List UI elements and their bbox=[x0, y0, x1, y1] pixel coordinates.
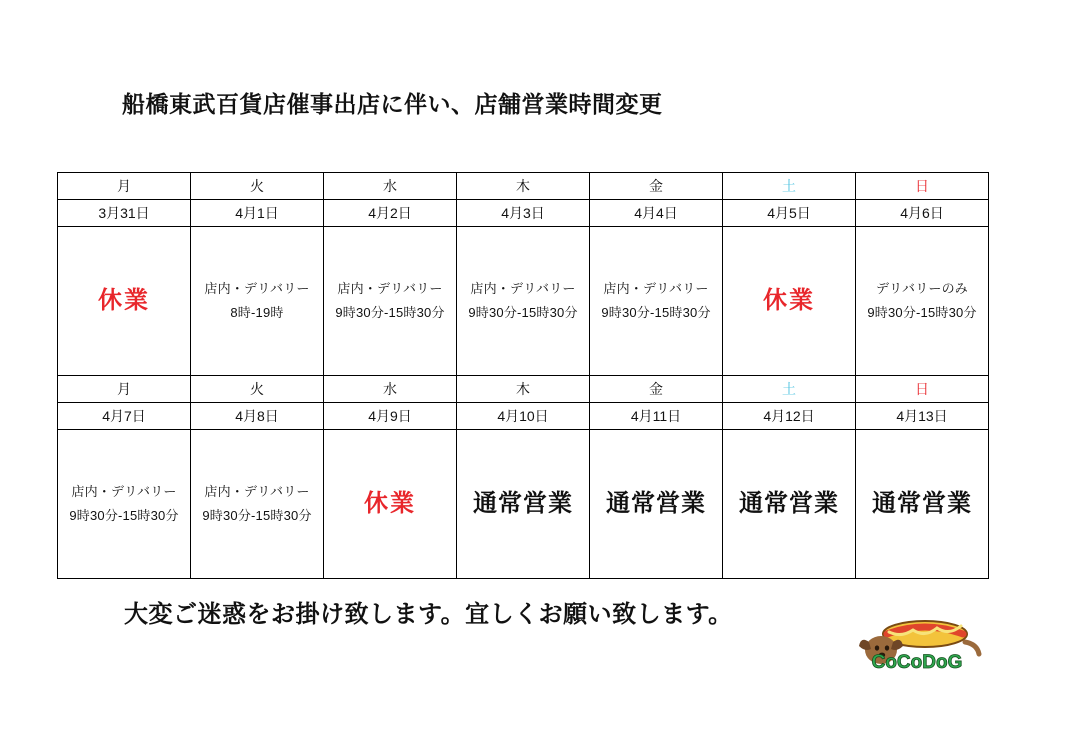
week2-day-mon: 月 bbox=[58, 376, 191, 403]
week2-cell-5-status: 通常営業 bbox=[606, 489, 706, 517]
week2-cell-6 bbox=[723, 430, 856, 579]
week2-day-thu: 木 bbox=[457, 376, 590, 403]
week1-day-wed: 水 bbox=[324, 173, 457, 200]
week2-cell-1 bbox=[58, 430, 191, 579]
week2-cell-7 bbox=[856, 430, 989, 579]
week1-day-fri: 金 bbox=[590, 173, 723, 200]
week2-cell-3-status: 休業 bbox=[364, 489, 416, 517]
week1-cell-7-line2: 9時30分-15時30分 bbox=[867, 304, 977, 320]
week2-date-row bbox=[58, 403, 989, 430]
schedule-table bbox=[57, 172, 989, 579]
week2-day-fri: 金 bbox=[590, 376, 723, 403]
week1-cell-4 bbox=[457, 227, 590, 376]
week1-day-row bbox=[58, 173, 989, 200]
week1-date-row bbox=[58, 200, 989, 227]
week1-day-tue: 火 bbox=[191, 173, 324, 200]
week1-cell-2-line2: 8時-19時 bbox=[230, 304, 284, 320]
week2-date-2: 4月8日 bbox=[191, 403, 324, 430]
week1-cell-4-line2: 9時30分-15時30分 bbox=[468, 304, 578, 320]
svg-text:CoCoDoG: CoCoDoG bbox=[871, 652, 963, 673]
week1-day-mon: 月 bbox=[58, 173, 191, 200]
week2-date-5: 4月11日 bbox=[590, 403, 723, 430]
week2-cell-3 bbox=[324, 430, 457, 579]
week1-cell-3-line2: 9時30分-15時30分 bbox=[335, 304, 445, 320]
week1-cell-2-line1: 店内・デリバリー bbox=[204, 281, 310, 297]
week1-day-sat: 土 bbox=[723, 173, 856, 200]
week2-day-sat: 土 bbox=[723, 376, 856, 403]
week1-cell-7 bbox=[856, 227, 989, 376]
footer-note: 大変ご迷惑をお掛け致します。宜しくお願い致します。 bbox=[124, 601, 733, 628]
week2-date-4: 4月10日 bbox=[457, 403, 590, 430]
week1-date-2: 4月1日 bbox=[191, 200, 324, 227]
cocodog-logo-icon bbox=[847, 612, 987, 682]
week2-cell-2 bbox=[191, 430, 324, 579]
week2-day-sun: 日 bbox=[856, 376, 989, 403]
week1-body-row bbox=[58, 227, 989, 376]
week1-cell-1-status: 休業 bbox=[98, 286, 150, 314]
week1-cell-6-status: 休業 bbox=[763, 286, 815, 314]
week2-date-3: 4月9日 bbox=[324, 403, 457, 430]
week1-cell-5-line1: 店内・デリバリー bbox=[603, 281, 709, 297]
week2-cell-1-line2: 9時30分-15時30分 bbox=[69, 507, 179, 523]
week1-cell-7-line1: デリバリーのみ bbox=[875, 281, 968, 297]
week2-cell-5 bbox=[590, 430, 723, 579]
week1-cell-1 bbox=[58, 227, 191, 376]
week2-day-wed: 水 bbox=[324, 376, 457, 403]
week2-cell-2-line1: 店内・デリバリー bbox=[204, 484, 310, 500]
week2-cell-6-status: 通常営業 bbox=[739, 489, 839, 517]
week1-day-sun: 日 bbox=[856, 173, 989, 200]
week2-date-7: 4月13日 bbox=[856, 403, 989, 430]
week1-cell-5-line2: 9時30分-15時30分 bbox=[601, 304, 711, 320]
week2-cell-7-status: 通常営業 bbox=[872, 489, 972, 517]
week2-body-row bbox=[58, 430, 989, 579]
week1-cell-6 bbox=[723, 227, 856, 376]
week2-date-1: 4月7日 bbox=[58, 403, 191, 430]
week1-date-7: 4月6日 bbox=[856, 200, 989, 227]
week2-cell-4-status: 通常営業 bbox=[473, 489, 573, 517]
week1-day-thu: 木 bbox=[457, 173, 590, 200]
week2-day-row bbox=[58, 376, 989, 403]
week1-cell-5 bbox=[590, 227, 723, 376]
week2-date-6: 4月12日 bbox=[723, 403, 856, 430]
page-title: 船橋東武百貨店催事出店に伴い、店舗営業時間変更 bbox=[122, 91, 663, 117]
week1-cell-3 bbox=[324, 227, 457, 376]
week2-day-tue: 火 bbox=[191, 376, 324, 403]
week2-cell-1-line1: 店内・デリバリー bbox=[71, 484, 177, 500]
week1-date-1: 3月31日 bbox=[58, 200, 191, 227]
week1-cell-2 bbox=[191, 227, 324, 376]
week1-date-4: 4月3日 bbox=[457, 200, 590, 227]
week1-cell-4-line1: 店内・デリバリー bbox=[470, 281, 576, 297]
week1-date-5: 4月4日 bbox=[590, 200, 723, 227]
week2-cell-2-line2: 9時30分-15時30分 bbox=[202, 507, 312, 523]
week1-date-3: 4月2日 bbox=[324, 200, 457, 227]
week2-cell-4 bbox=[457, 430, 590, 579]
week1-cell-3-line1: 店内・デリバリー bbox=[337, 281, 443, 297]
week1-date-6: 4月5日 bbox=[723, 200, 856, 227]
